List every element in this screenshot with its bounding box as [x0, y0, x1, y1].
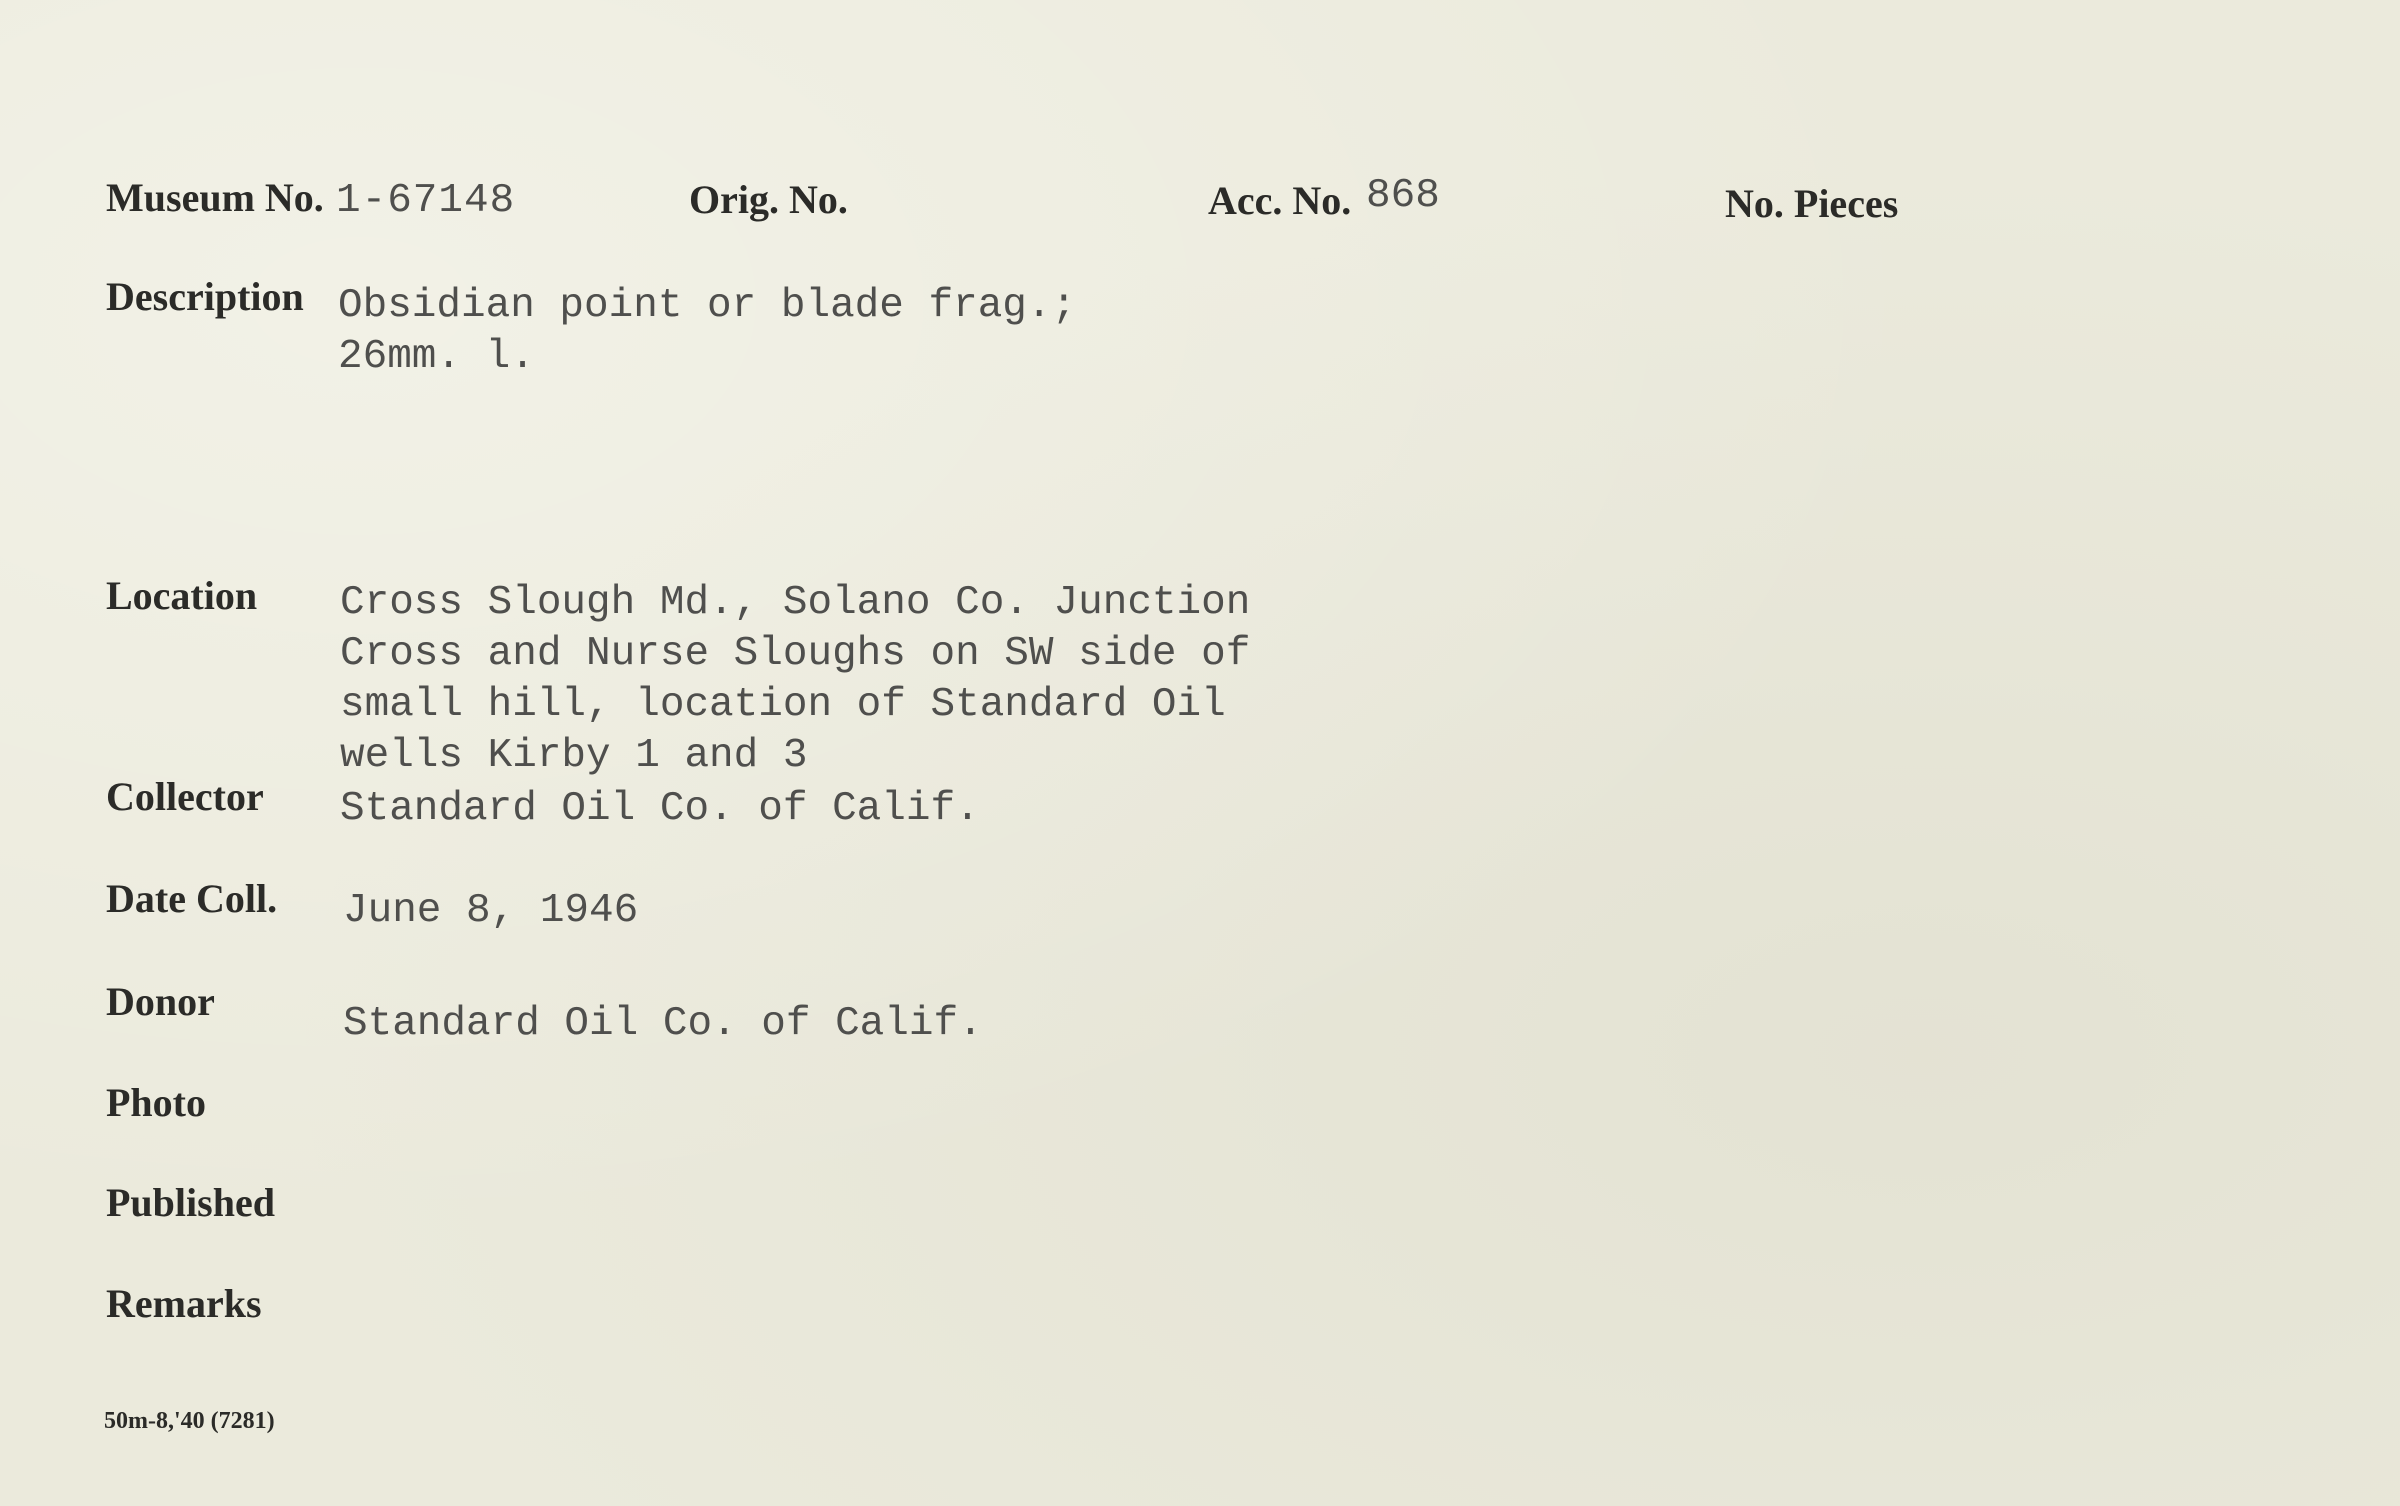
location-line: wells Kirby 1 and 3	[340, 733, 808, 779]
description-value	[338, 281, 1076, 383]
collector-value: Standard Oil Co. of Calif.	[340, 786, 980, 832]
location-line: Cross and Nurse Sloughs on SW side of	[340, 631, 1251, 677]
description-line: Obsidian point or blade frag.;	[338, 283, 1077, 329]
acc-no-value: 868	[1366, 173, 1440, 219]
museum-no-label: Museum No.	[106, 175, 324, 220]
no-pieces-label: No. Pieces	[1725, 181, 1899, 226]
remarks-label: Remarks	[106, 1281, 262, 1326]
donor-label: Donor	[106, 979, 215, 1024]
location-line: Cross Slough Md., Solano Co. Junction	[340, 580, 1251, 626]
date-coll-label: Date Coll.	[106, 876, 278, 921]
acc-no-label: Acc. No.	[1208, 178, 1352, 223]
description-line: 26mm. l.	[338, 334, 535, 380]
date-coll-value: June 8, 1946	[343, 888, 639, 934]
location-label: Location	[106, 573, 258, 618]
location-line: small hill, location of Standard Oil	[340, 682, 1226, 728]
location-value	[340, 578, 1250, 782]
museum-no-value: 1-67148	[336, 178, 516, 224]
donor-value: Standard Oil Co. of Calif.	[343, 1001, 983, 1047]
orig-no-label: Orig. No.	[689, 177, 848, 222]
description-label: Description	[106, 274, 304, 319]
published-label: Published	[106, 1180, 275, 1225]
photo-label: Photo	[106, 1080, 206, 1125]
collector-label: Collector	[106, 774, 264, 819]
print-code: 50m-8,'40 (7281)	[104, 1408, 275, 1434]
